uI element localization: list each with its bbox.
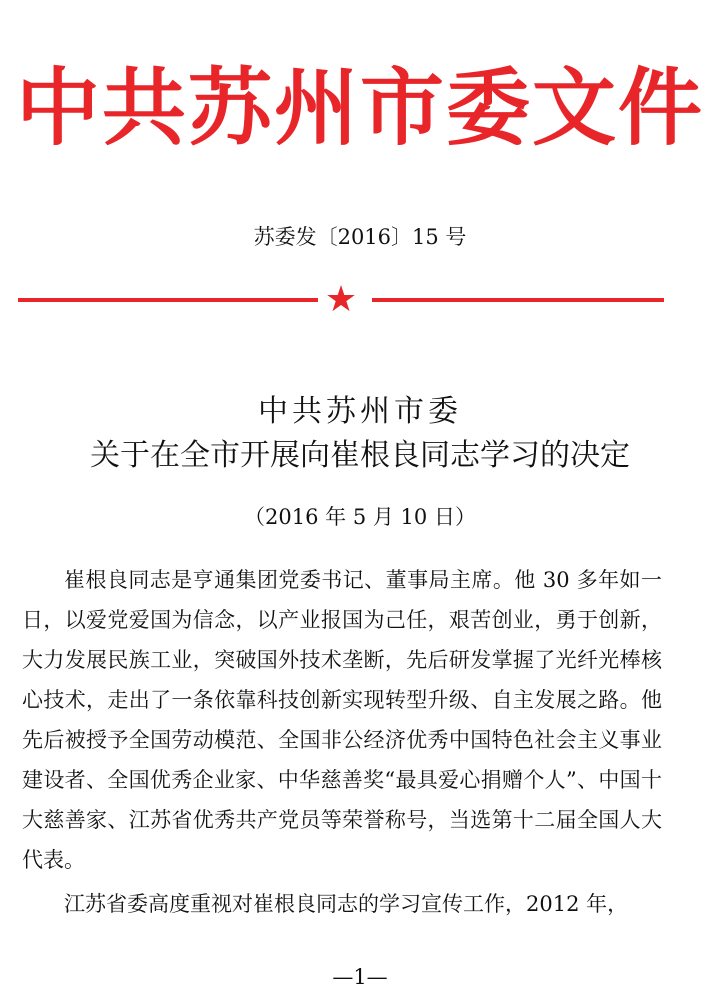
document-date: （2016 年 5 月 10 日） [244, 505, 476, 529]
body-paragraph: 崔根良同志是亨通集团党委书记、董事局主席。他 30 多年如一日，以爱党爱国为信念，以产业报国为己任，艰苦创业，勇于创新，大力发展民族工业，突破国外技术垄断，先后研发掌握了光纤光棒核心技术，走出了一条依靠科技创新实现转型升级、自主发展之路。他先后被授予全国劳动模范、全国非公经济优秀中国特色社会主义事业建设者、全国优秀企业家、中华慈善奖“最具爱心捐赠个人”、中国十大慈善家、江苏省优秀共产党员等荣誉称号，当选第十二届全国人大代表。 [22, 568, 662, 872]
page-number: —1— [332, 965, 388, 989]
document-title-issuer: 中共苏州市委 [258, 394, 462, 429]
document-body [22, 560, 662, 928]
red-divider-right [372, 298, 664, 302]
red-divider-left [18, 298, 318, 302]
document-masthead: 中共苏州市委文件 [15, 59, 704, 157]
document-title-subject: 关于在全市开展向崔根良同志学习的决定 [90, 438, 630, 473]
document-number: 苏委发〔2016〕15 号 [253, 225, 467, 249]
body-paragraph: 江苏省委高度重视对崔根良同志的学习宣传工作，2012 年， [64, 892, 629, 916]
red-star-icon: ★ [324, 279, 358, 320]
